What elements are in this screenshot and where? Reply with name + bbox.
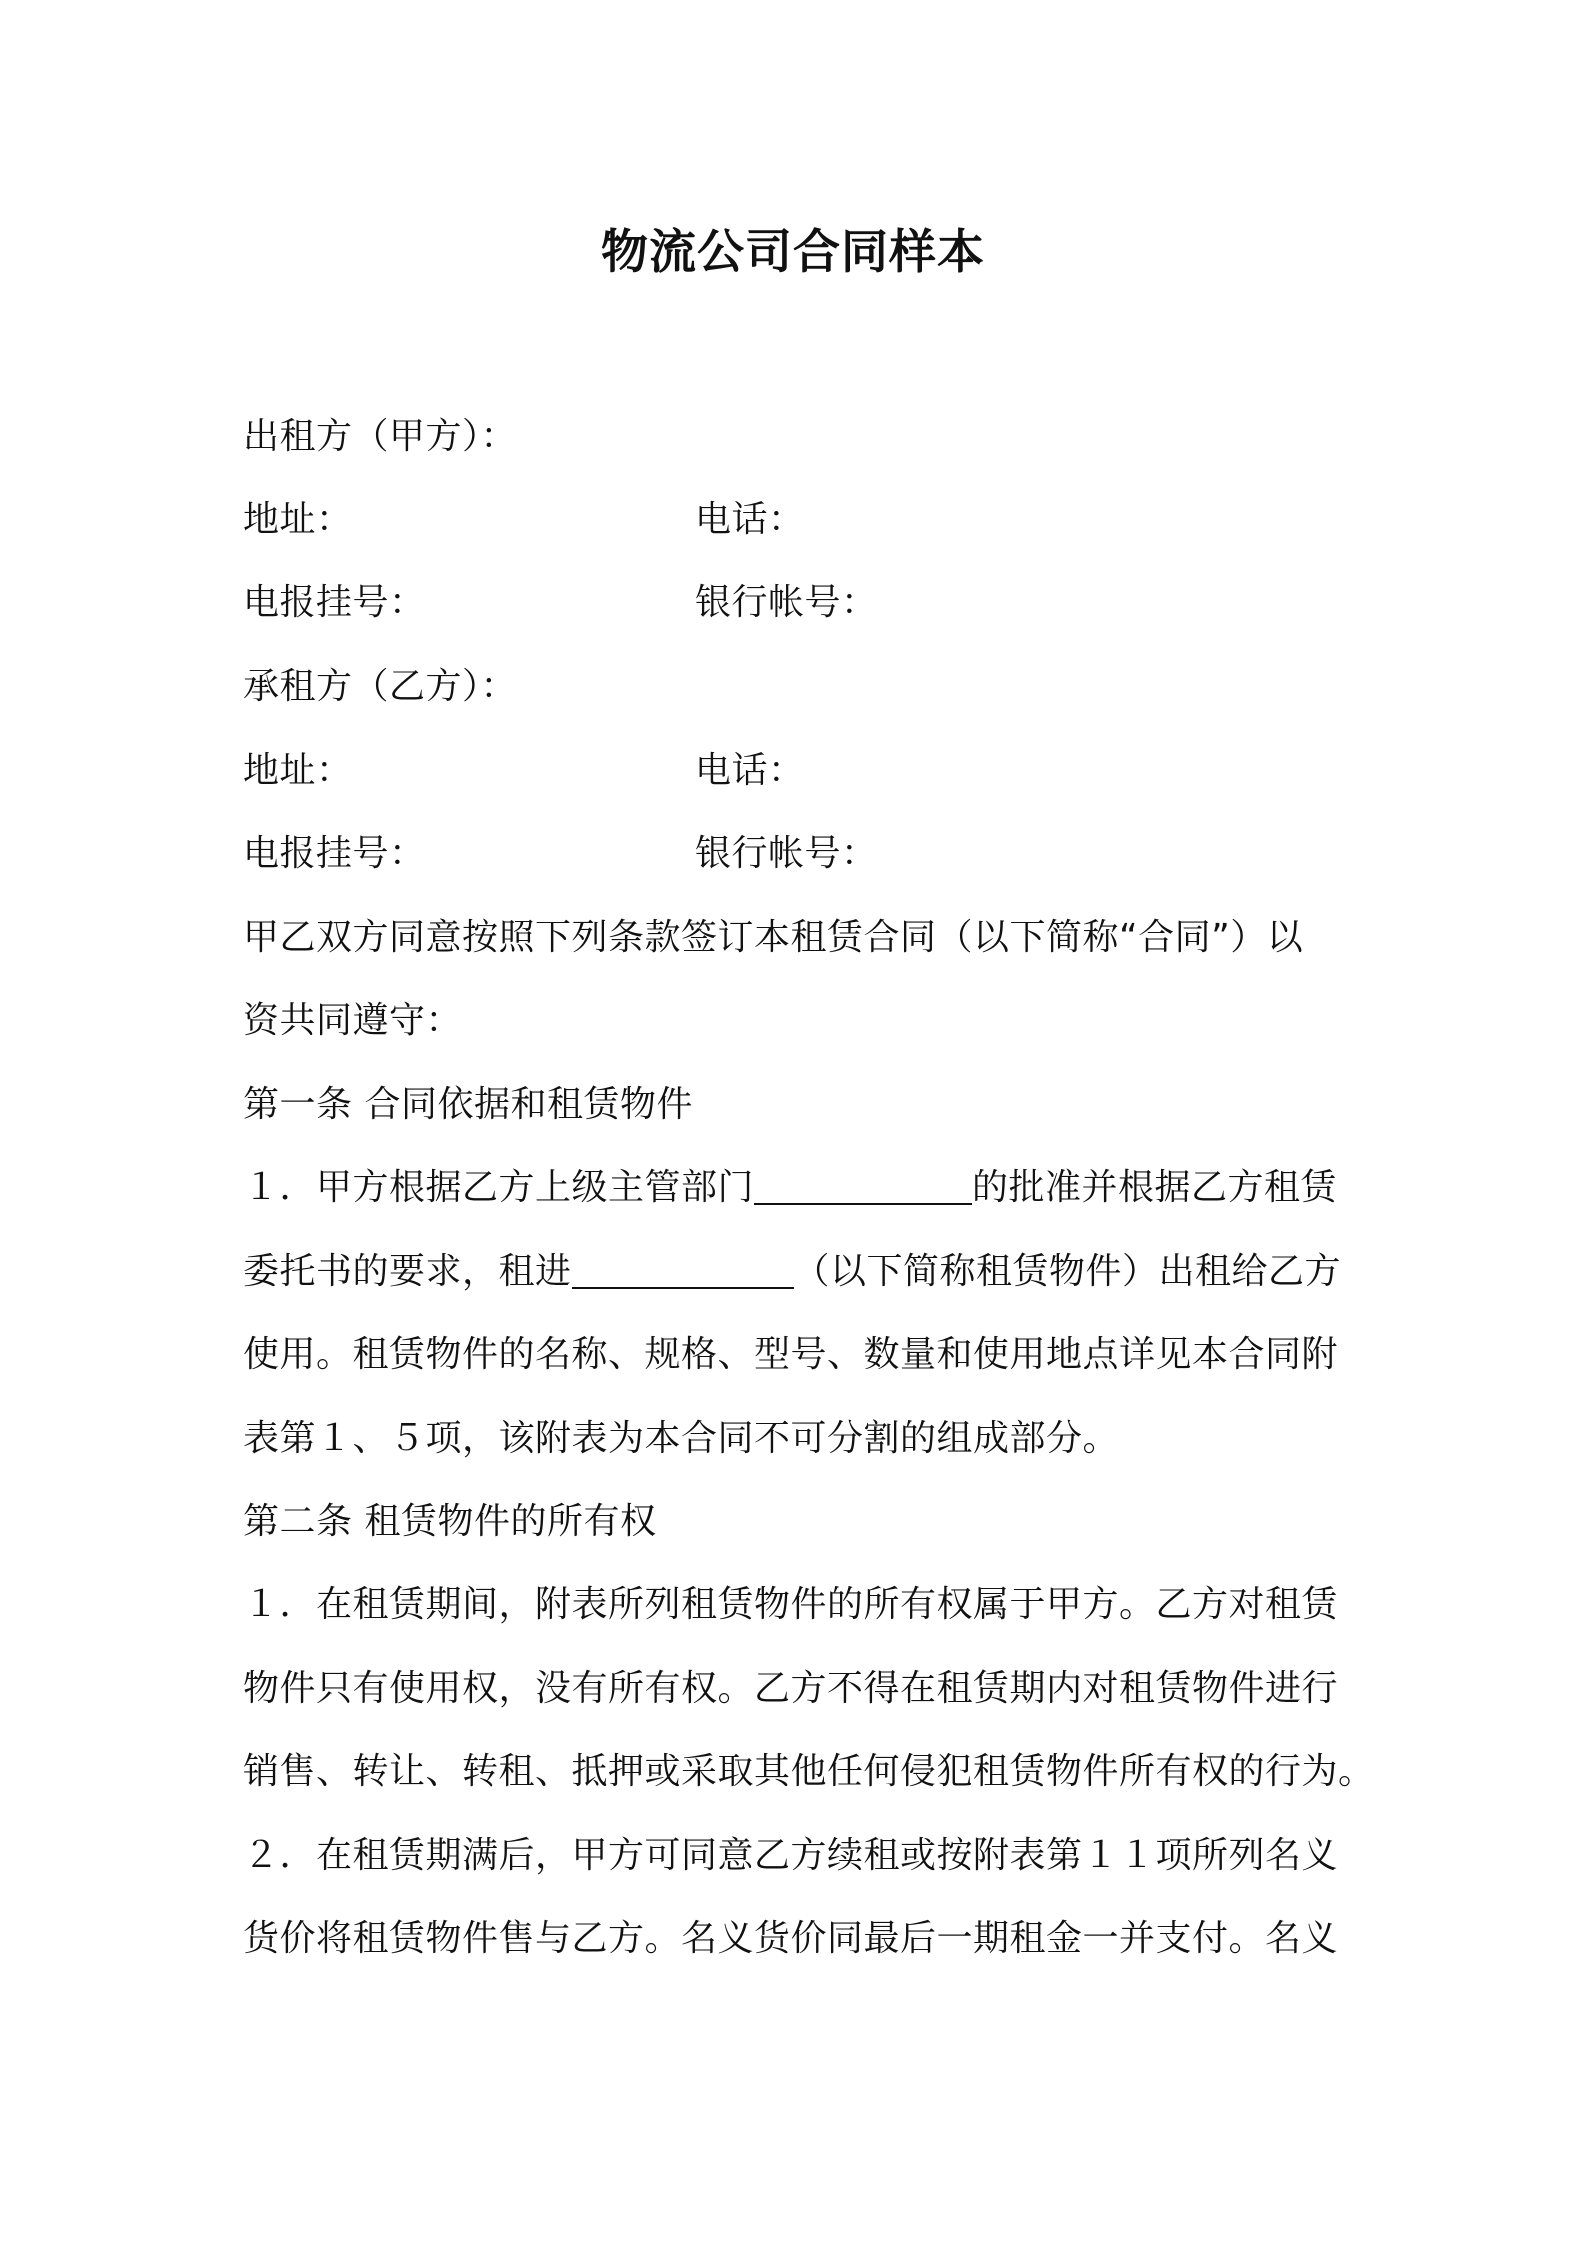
- article1-p1-line-1-a: １．甲方根据乙方上级主管部门: [243, 1167, 755, 1208]
- department-blank-line: [754, 1167, 972, 1205]
- lessee-contact-row: [243, 743, 1353, 799]
- article2-p1-line-2: 物件只有使用权，没有所有权。乙方不得在租赁期内对租赁物件进行: [243, 1668, 1339, 1709]
- intro-line-2: 资共同遵守：: [243, 1000, 463, 1041]
- lessor-bank-row: [243, 575, 1353, 631]
- article1-p1-line-3: 使用。租赁物件的名称、规格、型号、数量和使用地点详见本合同附: [243, 1334, 1339, 1375]
- article1-heading: 第一条 合同依据和租赁物件: [243, 1084, 693, 1125]
- lessee-phone-label: 电话：: [695, 750, 805, 791]
- leased-item-blank-line: [572, 1251, 794, 1289]
- lessor-address-label: 地址：: [243, 499, 353, 540]
- article1-p1-line-2: [243, 1244, 1353, 1300]
- lessor-label: 出租方（甲方）：: [243, 416, 518, 457]
- document-title: 物流公司合同样本: [601, 225, 985, 280]
- article2-p2-line-1: ２．在租赁期满后，甲方可同意乙方续租或按附表第１１项所列名义: [243, 1835, 1339, 1876]
- lessor-telegraph-label: 电报挂号：: [243, 582, 426, 623]
- intro-line-1: 甲乙双方同意按照下列条款签订本租赁合同（以下简称“合同”）以: [243, 917, 1304, 958]
- article2-p1-line-1: １．在租赁期间，附表所列租赁物件的所有权属于甲方。乙方对租赁: [243, 1584, 1339, 1625]
- article2-p1-line-3: 销售、转让、转租、抵押或采取其他任何侵犯租赁物件所有权的行为。: [243, 1751, 1375, 1792]
- lessor-phone-label: 电话：: [695, 499, 805, 540]
- article1-p1-line-1: [243, 1160, 1353, 1216]
- article1-p1-line-2-a: 委托书的要求，租进: [243, 1251, 572, 1292]
- article2-p2-line-2: 货价将租赁物件售与乙方。名义货价同最后一期租金一并支付。名义: [243, 1918, 1339, 1959]
- lessor-bank-label: 银行帐号：: [695, 582, 878, 623]
- lessee-address-label: 地址：: [243, 750, 353, 791]
- lessee-telegraph-label: 电报挂号：: [243, 833, 426, 874]
- lessee-label: 承租方（乙方）：: [243, 666, 518, 707]
- article1-p1-line-2-b: （以下简称租赁物件）出租给乙方: [793, 1251, 1342, 1292]
- article2-heading: 第二条 租赁物件的所有权: [243, 1501, 657, 1542]
- lessee-bank-row: [243, 826, 1353, 882]
- lessee-bank-label: 银行帐号：: [695, 833, 878, 874]
- article1-p1-line-4: 表第１、５项，该附表为本合同不可分割的组成部分。: [243, 1418, 1120, 1459]
- lessor-contact-row: [243, 492, 1353, 548]
- article1-p1-line-1-b: 的批准并根据乙方租赁: [972, 1167, 1338, 1208]
